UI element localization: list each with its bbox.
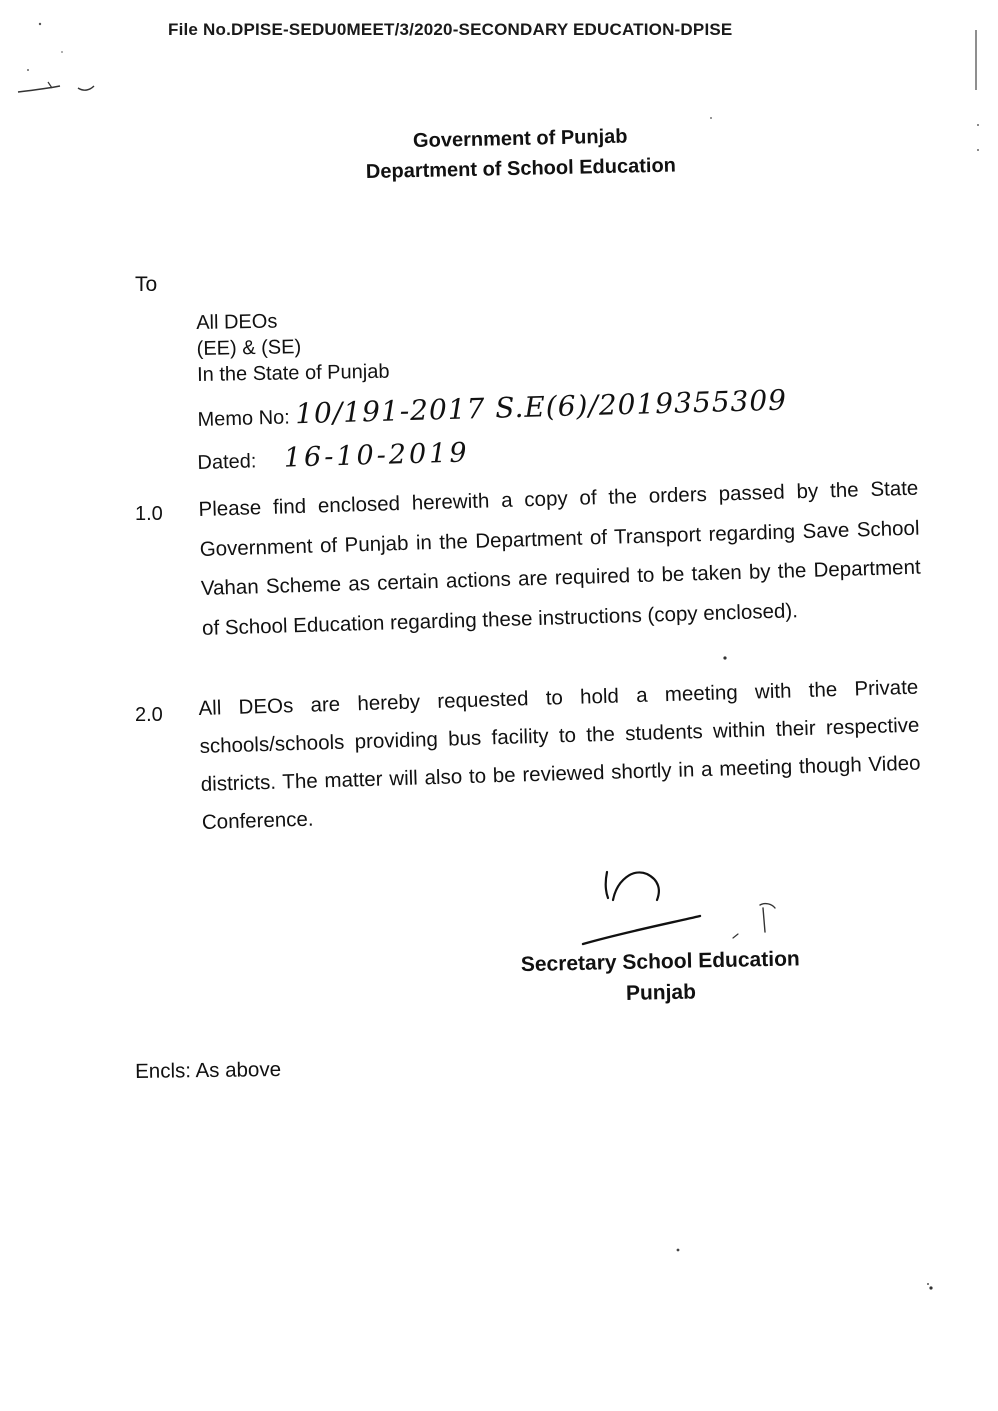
paragraph-1: Please find enclosed herewith a copy of the orders passed by the State Government of Punjab in the Department of Transport regarding Save School Vahan Scheme as certain actions are required to be taken by the Department of School Education regarding these instructions (copy enclosed).	[198, 476, 921, 640]
government-name: Government of Punjab	[412, 125, 628, 153]
signatory-block	[480, 942, 841, 1012]
department-name: Department of School Education	[365, 154, 677, 184]
paragraph-number-1: 1.0	[135, 503, 163, 525]
dated-label: Dated:	[197, 450, 257, 474]
signatory-title: Secretary School Education	[520, 947, 800, 977]
addressee-line-3: In the State of Punjab	[196, 360, 390, 386]
memo-label: Memo No:	[197, 406, 291, 431]
paragraph-2: All DEOs are hereby requested to hold a meeting with the Private schools/schools providing bus facility to the students within their respective districts. The matter will also to be reviewed shortly in a meeting though Video Conference.	[198, 675, 921, 834]
paragraph-number-2: 2.0	[135, 704, 163, 726]
addressee-line-2: (EE) & (SE)	[196, 336, 302, 360]
enclosures-note: Encls: As above	[135, 1057, 282, 1083]
signatory-location: Punjab	[625, 980, 697, 1005]
date-handwritten: 16-10-2019	[283, 437, 470, 474]
organization-heading	[320, 120, 721, 188]
addressee-block	[196, 307, 390, 388]
to-label: To	[135, 273, 158, 296]
dated-row	[197, 437, 470, 476]
memo-number-handwritten: 10/191-2017 S.E(6)/2019355309	[294, 383, 788, 431]
memo-number-row	[197, 382, 838, 433]
addressee-line-1: All DEOs	[196, 310, 278, 334]
file-number-header: File No.DPISE-SEDU0MEET/3/2020-SECONDARY EDUCATION-DPISE	[168, 20, 733, 39]
handwritten-signature	[575, 860, 795, 950]
